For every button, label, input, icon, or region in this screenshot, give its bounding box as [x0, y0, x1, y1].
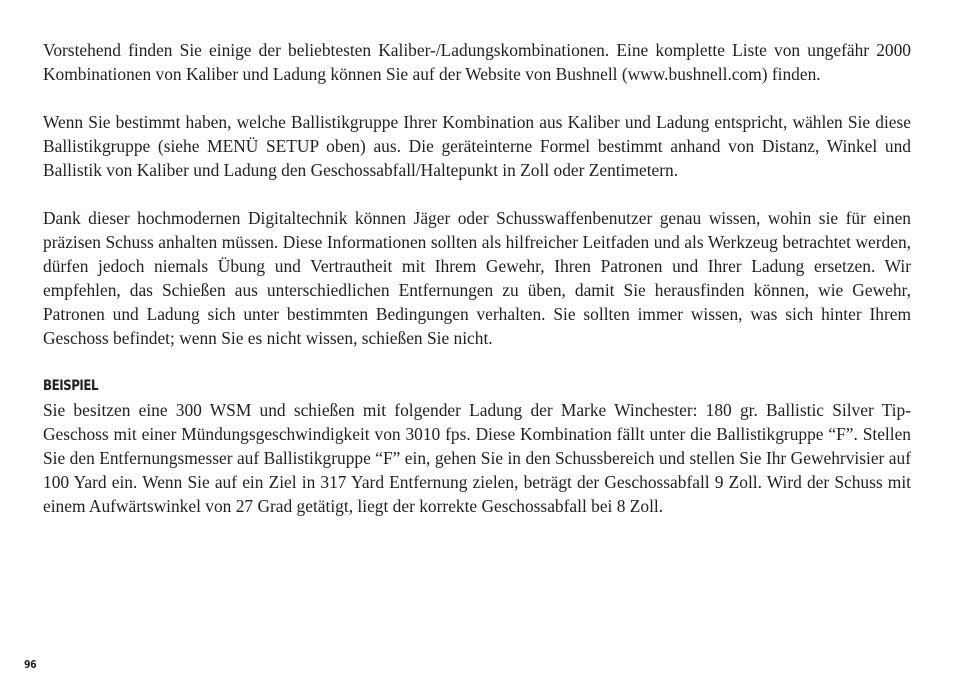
intro-paragraph: Vorstehend finden Sie einige der beliebtesten Kaliber-/Ladungskombinationen. Eine komplette Liste von ungefähr 2000 Kombinationen von Kaliber und Ladung können Sie auf der Website von Bushnell (www.bushnell.com) finden.	[43, 40, 911, 84]
paragraph-gap	[43, 182, 911, 206]
example-heading: BEISPIEL	[43, 378, 99, 394]
page-number: 96	[24, 658, 37, 671]
digital-technology-paragraph: Dank dieser hochmodernen Digitaltechnik können Jäger oder Schusswaffenbenutzer genau wissen, wohin sie für einen präzisen Schuss anhalten müssen. Diese Informationen sollten als hilfreicher Leitfaden und als Werkzeug betrachtet werden, dürfen jedoch niemals Übung und Vertrautheit mit Ihrem Gewehr, Ihren Patronen und Ihrer Ladung ersetzen. Wir empfehlen, das Schießen aus unterschiedlichen Entfernungen zu üben, damit Sie herausfinden können, wie Gewehr, Patronen und Ladung sich unter bestimmten Bedingungen verhalten. Sie sollten immer wissen, was sich hinter Ihrem Geschoss befindet; wenn Sie es nicht wissen, schießen Sie nicht.	[43, 208, 911, 348]
page-body	[43, 38, 911, 518]
ballistic-group-paragraph: Wenn Sie bestimmt haben, welche Ballistikgruppe Ihrer Kombination aus Kaliber und Ladung entspricht, wählen Sie diese Ballistikgruppe (siehe MENÜ SETUP oben) aus. Die geräteinterne Formel bestimmt anhand von Distanz, Winkel und Ballistik von Kaliber und Ladung den Geschossabfall/Haltepunkt in Zoll oder Zentimetern.	[43, 112, 911, 180]
example-paragraph: Sie besitzen eine 300 WSM und schießen mit folgender Ladung der Marke Winchester: 180 gr. Ballistic Silver Tip-Geschoss mit einer Mündungsgeschwindigkeit von 3010 fps. Diese Kombination fällt unter die Ballistikgruppe “F”. Stellen Sie den Entfernungsmesser auf Ballistikgruppe “F” ein, gehen Sie in den Schussbereich und stellen Sie Ihr Gewehrvisier auf 100 Yard ein. Wenn Sie auf ein Ziel in 317 Yard Entfernung zielen, beträgt der Geschossabfall 9 Zoll. Wird der Schuss mit einem Aufwärtswinkel von 27 Grad getätigt, liegt der korrekte Geschossabfall bei 8 Zoll.	[43, 400, 911, 516]
paragraph-gap	[43, 350, 911, 374]
paragraph-gap	[43, 86, 911, 110]
